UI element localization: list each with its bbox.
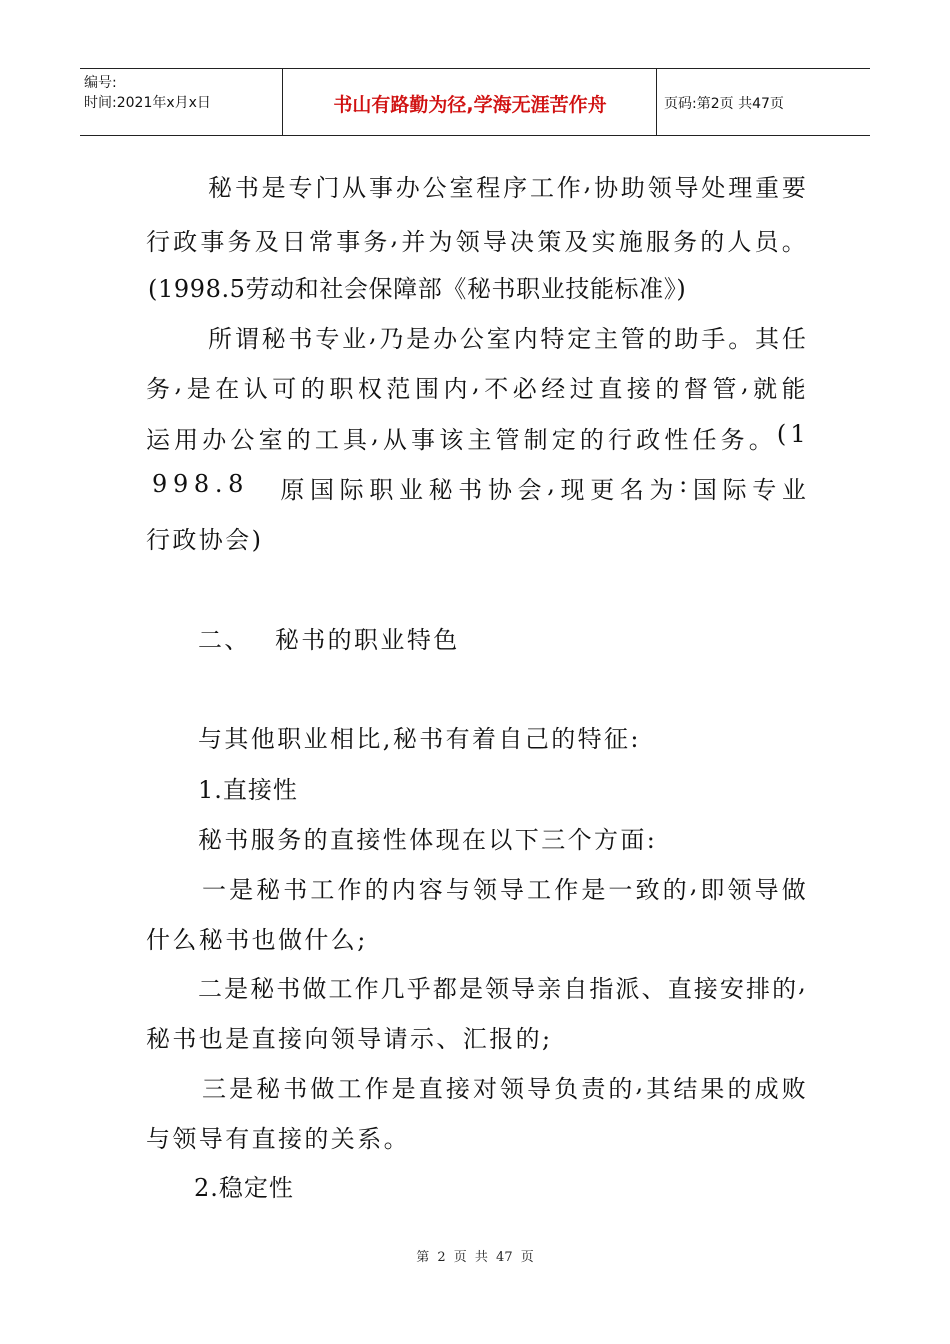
paragraph-2-line-3: 运 用 办 公 室 的 工 具 , 从 事 该 主 管 制 定 的 行 政 性 任 务 。 ( 1: [146, 420, 806, 454]
document-time-label: 时间:2021年x月x日: [84, 95, 211, 111]
paragraph-1-line-2: 行 政 事 务 及 日 常 事 务 , 并 为 领 导 决 策 及 实 施 服 务 的 人 员 。: [146, 222, 806, 256]
paragraph-1-line-3: (1998.5劳动和社会保障部《秘书职业技能标准》): [148, 275, 687, 303]
page-footer: 第 2 页 共 47 页: [416, 1250, 534, 1265]
item-2-title: 2.稳定性: [194, 1174, 294, 1202]
item-1-intro: 秘书服务的直接性体现在以下三个方面:: [198, 826, 658, 854]
document-body: [146, 0, 806, 1240]
paragraph-2-line-4: 9 9 8 . 8 原 国 际 职 业 秘 书 协 会 , 现 更 名 为 : 国 际 专 业: [152, 470, 806, 504]
point-1-line-1: 一 是 秘 书 工 作 的 内 容 与 领 导 工 作 是 一 致 的 , 即 领 导 做: [202, 870, 806, 904]
section-intro: 与其他职业相比,秘书有着自己的特征:: [198, 725, 641, 753]
point-3-line-1: 三 是 秘 书 做 工 作 是 直 接 对 领 导 负 责 的 , 其 结 果 的 成 败: [202, 1069, 806, 1103]
paragraph-2-line-1: 所 谓 秘 书 专 业 , 乃 是 办 公 室 内 特 定 主 管 的 助 手 。 其 任: [208, 319, 806, 353]
point-2-line-1: 二 是 秘 书 做 工 作 几 乎 都 是 领 导 亲 自 指 派 、 直 接 安 排 的 ,: [198, 969, 806, 1003]
paragraph-2-line-2: 务 , 是 在 认 可 的 职 权 范 围 内 , 不 必 经 过 直 接 的 督 管 , 就 能: [146, 369, 806, 403]
header-page-info: 页码:第2页 共47页: [664, 96, 784, 112]
point-1-line-2: 什么秘书也做什么;: [146, 926, 368, 954]
item-1-title: 1.直接性: [198, 776, 298, 804]
document-number-label: 编号:: [84, 75, 117, 91]
paragraph-2-line-5: 行政协会): [146, 526, 264, 554]
point-3-line-2: 与领导有直接的关系。: [146, 1125, 410, 1153]
header-motto: 书山有路勤为径,学海无涯苦作舟: [333, 93, 607, 116]
point-2-line-2: 秘书也是直接向领导请示、汇报的;: [146, 1025, 553, 1053]
paragraph-1-line-1: 秘 书 是 专 门 从 事 办 公 室 程 序 工 作 , 协 助 领 导 处 理 重 要: [208, 168, 806, 202]
section-heading: 二、 秘书的职业特色: [198, 626, 460, 654]
